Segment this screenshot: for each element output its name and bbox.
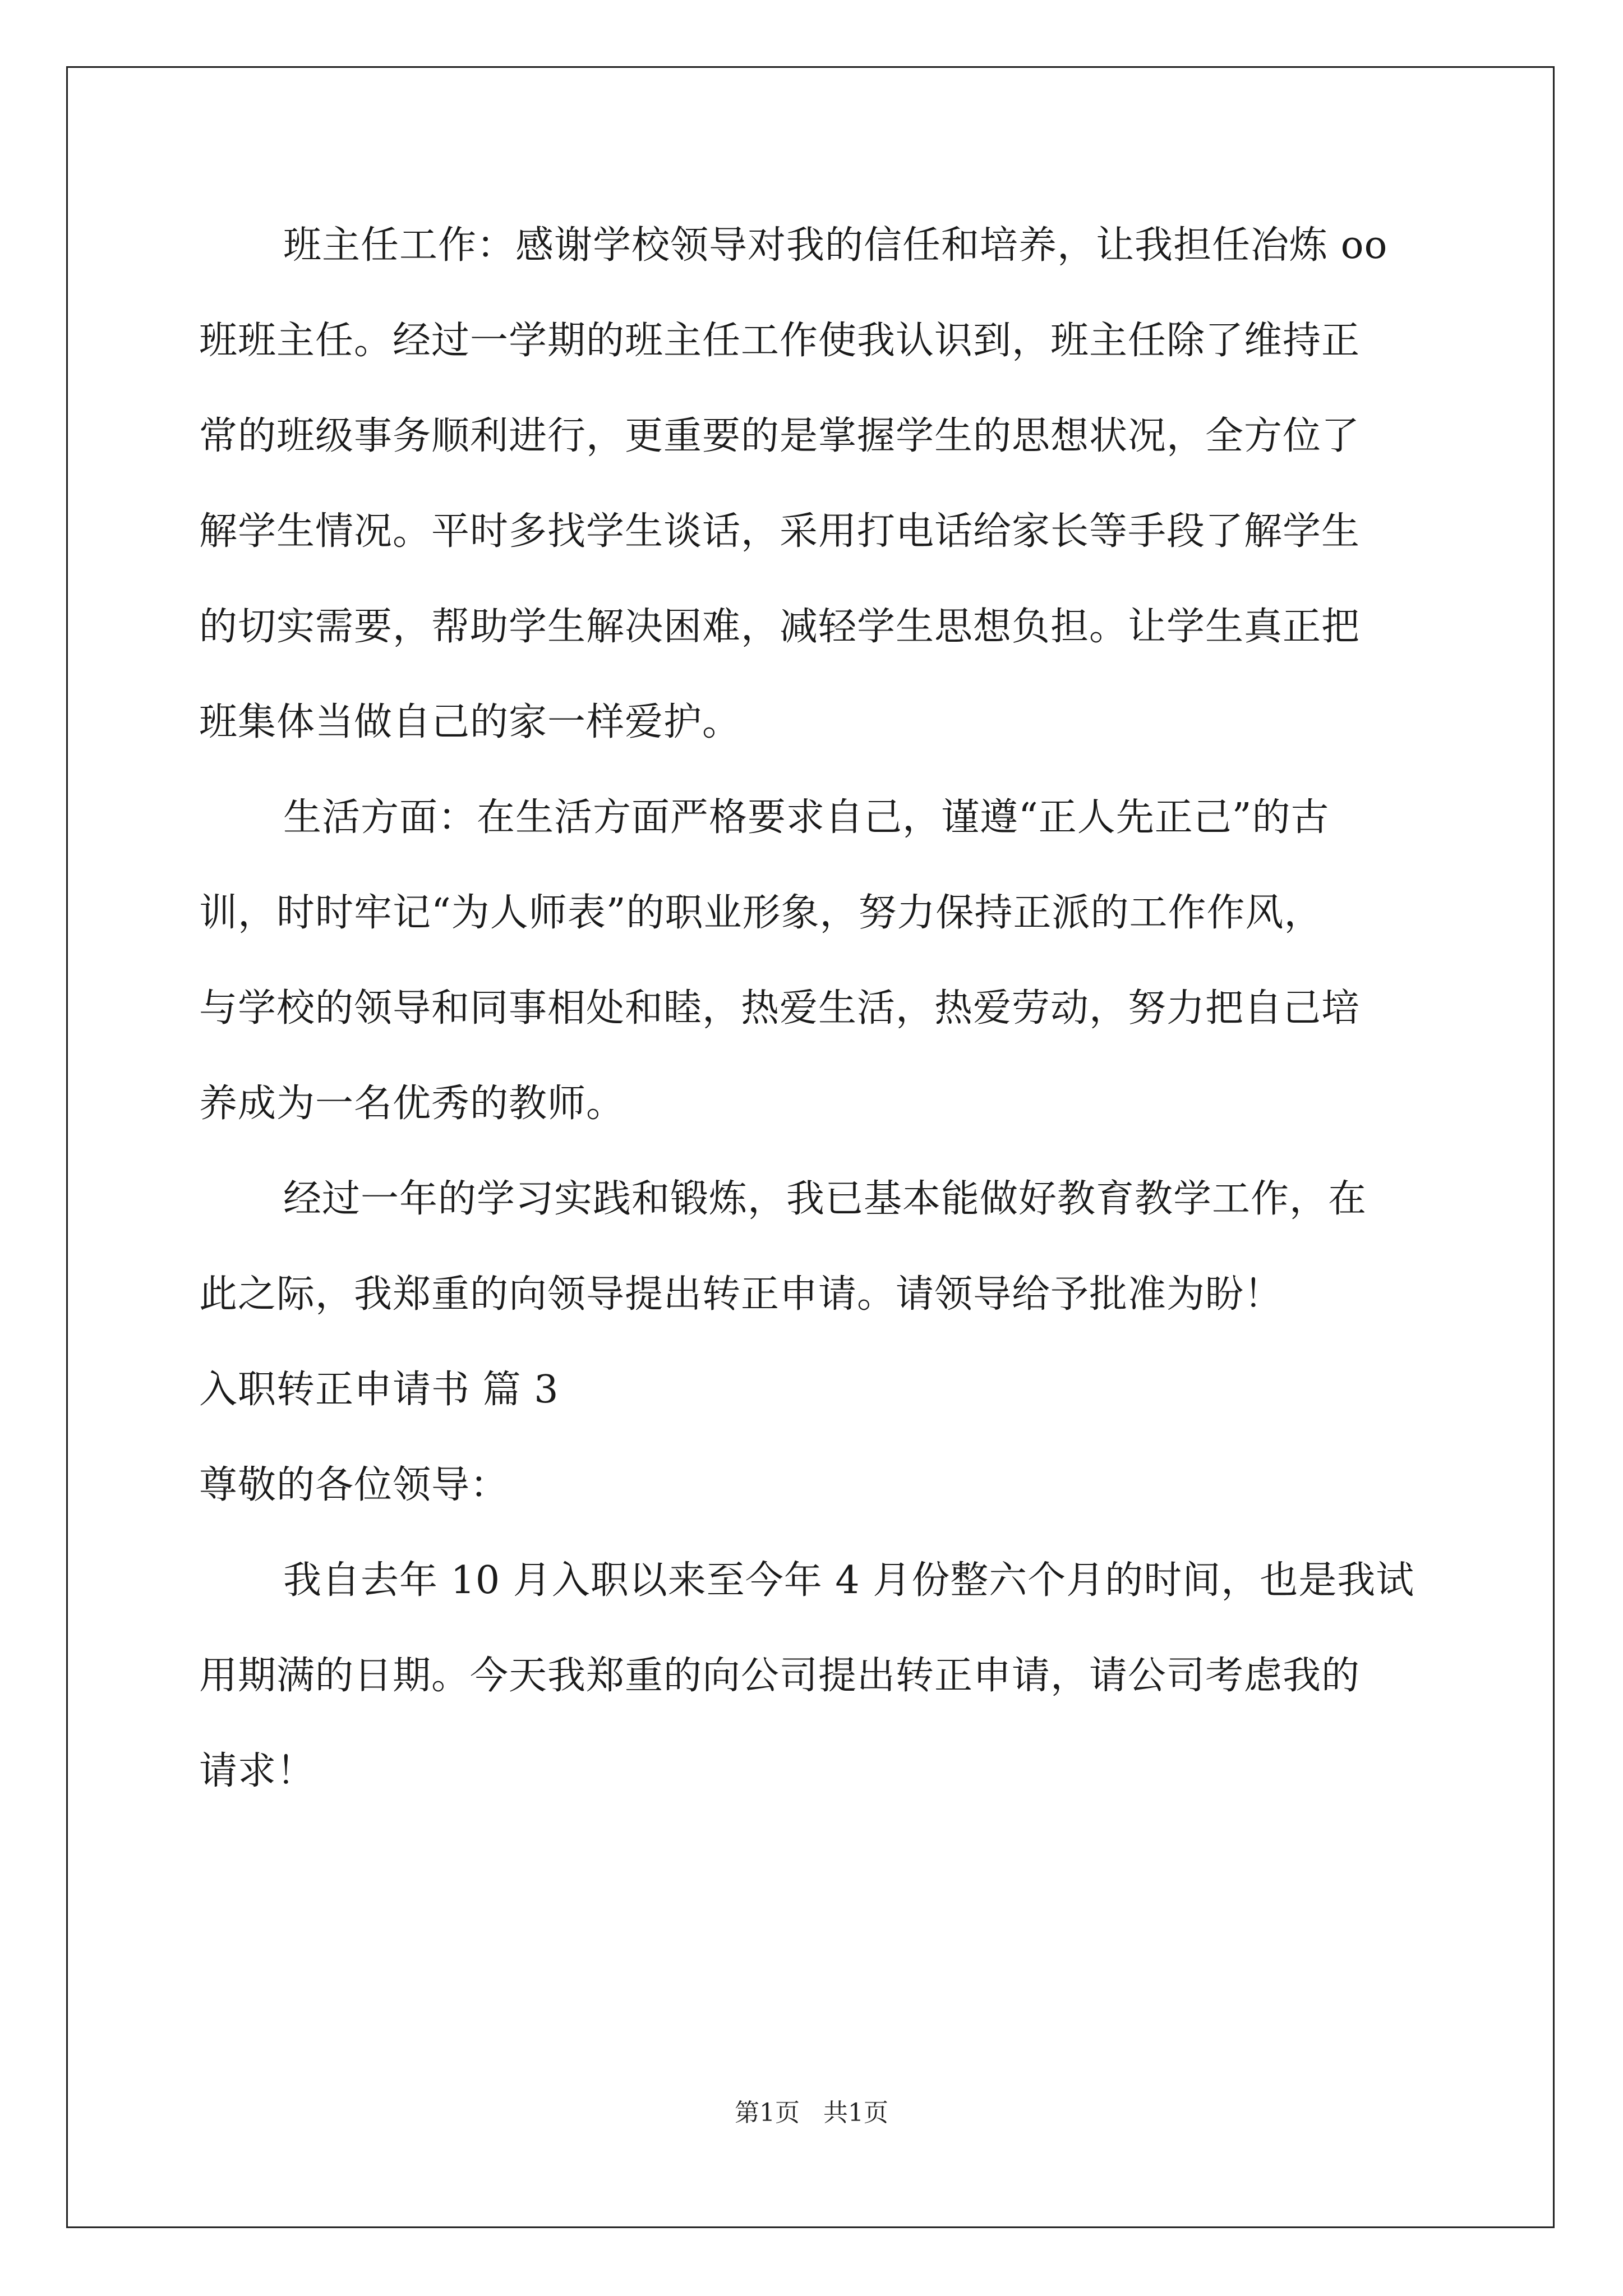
paragraph-line: 班主任工作：感谢学校领导对我的信任和培养，让我担任冶炼 oo: [283, 223, 1388, 268]
paragraph-line: 训，时时牢记“为人师表”的职业形象，努力保持正派的工作作风，: [199, 891, 1323, 935]
document-body: [199, 218, 1433, 1839]
paragraph-line: 养成为一名优秀的教师。: [199, 1082, 625, 1126]
paragraph-line: 的切实需要，帮助学生解决困难，减轻学生思想负担。让学生真正把: [199, 605, 1361, 649]
paragraph-line: 解学生情况。平时多找学生谈话，采用打电话给家长等手段了解学生: [199, 509, 1361, 554]
section-heading: 入职转正申请书 篇 3: [199, 1368, 559, 1412]
paragraph-line: 班集体当做自己的家一样爱护。: [199, 700, 741, 744]
paragraph-line: 班班主任。经过一学期的班主任工作使我认识到，班主任除了维持正: [199, 319, 1361, 363]
paragraph-line: 与学校的领导和同事相处和睦，热爱生活，热爱劳动，努力把自己培: [199, 986, 1361, 1030]
paragraph-line: 此之际，我郑重的向领导提出转正申请。请领导给予批准为盼！: [199, 1272, 1283, 1317]
paragraph-line: 我自去年 10 月入职以来至今年 4 月份整六个月的时间，也是我试: [283, 1558, 1415, 1603]
page-footer: 第1页 共1页: [735, 2099, 888, 2127]
paragraph-line: 常的班级事务顺利进行，更重要的是掌握学生的思想状况，全方位了: [199, 414, 1361, 458]
salutation: 尊敬的各位领导：: [199, 1463, 509, 1507]
paragraph-line: 用期满的日期。今天我郑重的向公司提出转正申请，请公司考虑我的: [199, 1654, 1361, 1698]
paragraph-line: 生活方面：在生活方面严格要求自己，谨遵“正人先正己”的古: [283, 795, 1330, 840]
paragraph-line: 请求！: [199, 1749, 316, 1793]
paragraph-line: 经过一年的学习实践和锻炼，我已基本能做好教育教学工作，在: [283, 1177, 1367, 1221]
